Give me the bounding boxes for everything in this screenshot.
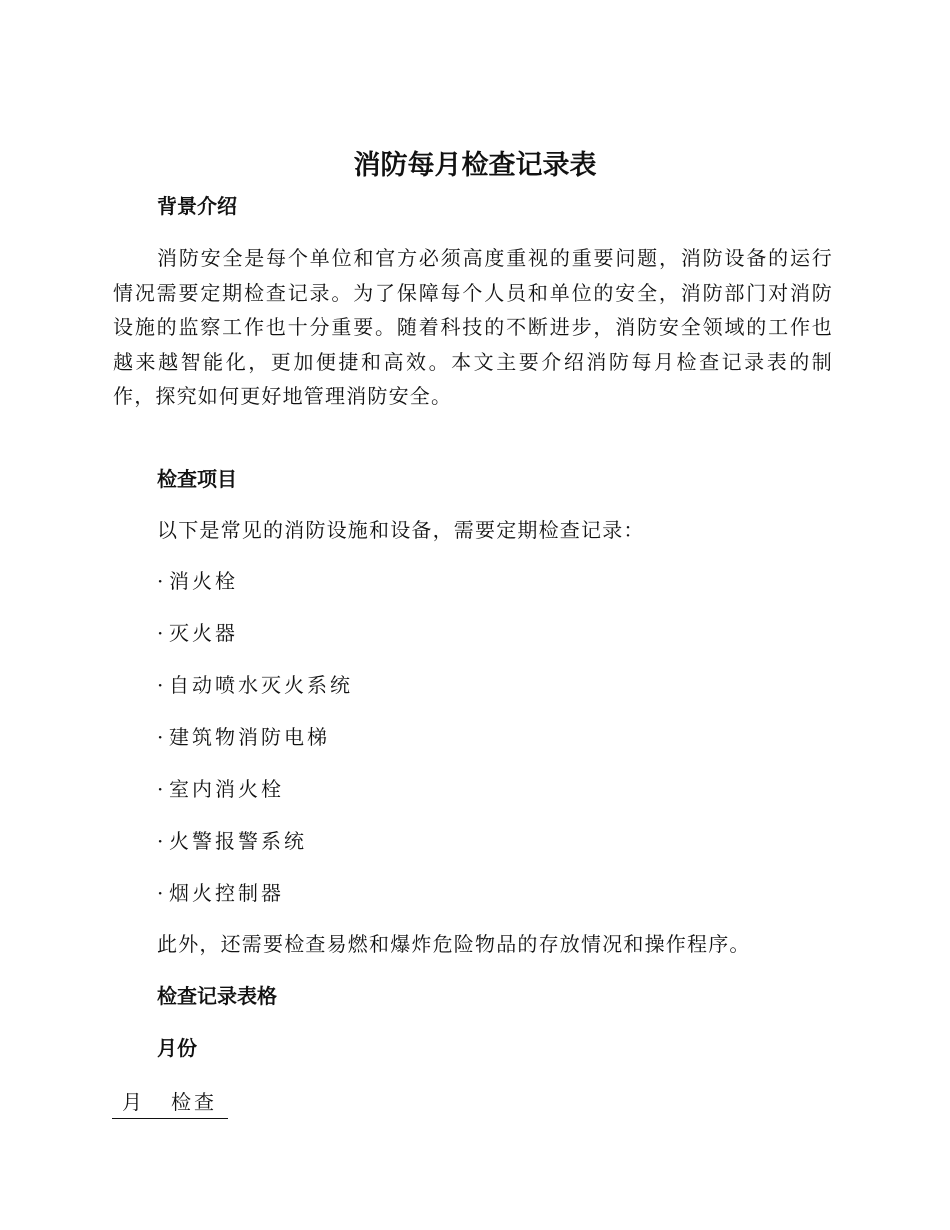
inspection-intro-text: 以下是常见的消防设施和设备，需要定期检查记录： xyxy=(157,518,645,542)
bullet-icon: · xyxy=(157,725,164,749)
table-header-cell-month: 月 xyxy=(122,1090,142,1114)
bullet-icon: · xyxy=(157,829,164,853)
bullet-icon: · xyxy=(157,569,164,593)
hazardous-materials-note: 此外，还需要检查易燃和爆炸危险物品的存放情况和操作程序。 xyxy=(157,932,751,956)
bullet-icon: · xyxy=(157,881,164,905)
list-item: · 烟火控制器 xyxy=(157,878,353,930)
list-item: · 火警报警系统 xyxy=(157,826,353,878)
bullet-icon: · xyxy=(157,673,164,697)
background-paragraph: 消防安全是每个单位和官方必须高度重视的重要问题，消防设备的运行情况需要定期检查记录。为了保障每个人员和单位的安全，消防部门对消防设施的监察工作也十分重要。随着科技的不断进步，消防安全领域的工作也越来越智能化，更加便捷和高效。本文主要介绍消防每月检查记录表的制作，探究如何更好地管理消防安全。 xyxy=(113,246,833,408)
bullet-icon: · xyxy=(157,777,164,801)
document-title: 消防每月检查记录表 xyxy=(353,150,597,181)
record-table-header-row xyxy=(112,1088,228,1119)
section-heading-inspection-items: 检查项目 xyxy=(157,467,237,491)
section-heading-record-table: 检查记录表格 xyxy=(157,984,277,1008)
bullet-icon: · xyxy=(157,621,164,645)
table-header-cell-inspection: 检查 xyxy=(171,1090,217,1114)
list-item: · 建筑物消防电梯 xyxy=(157,722,353,774)
list-item: · 消火栓 xyxy=(157,566,353,618)
inspection-item-list xyxy=(157,566,353,930)
record-subheading-month: 月份 xyxy=(157,1036,197,1060)
list-item: · 灭火器 xyxy=(157,618,353,670)
list-item: · 室内消火栓 xyxy=(157,774,353,826)
section-heading-background: 背景介绍 xyxy=(157,194,237,218)
list-item: · 自动喷水灭火系统 xyxy=(157,670,353,722)
